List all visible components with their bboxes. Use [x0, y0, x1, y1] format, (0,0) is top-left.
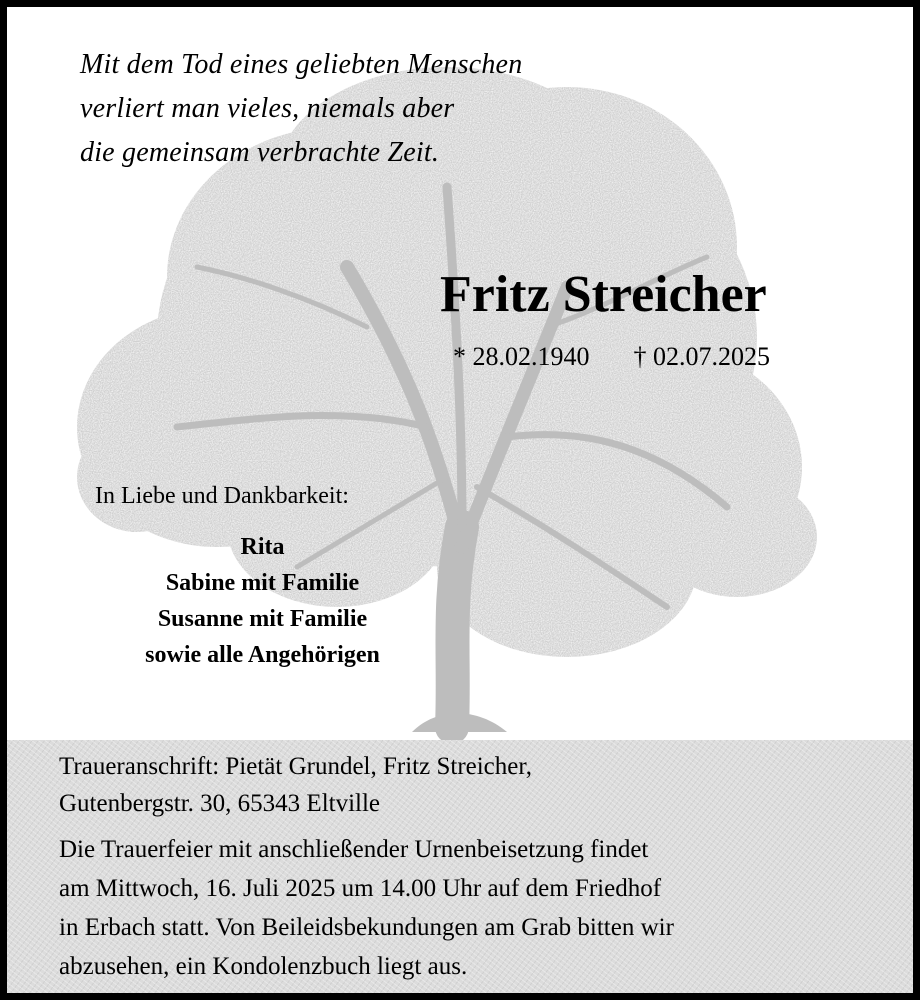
mourning-address [59, 748, 532, 822]
mourners-list [90, 529, 435, 673]
obituary-notice [7, 7, 913, 993]
mourner-name: Sabine mit Familie [165, 570, 360, 596]
motto-line: die gemeinsam verbrachte Zeit. [80, 137, 440, 168]
mourner-name: Rita [240, 534, 285, 560]
mourner-name: sowie alle Angehörigen [145, 642, 380, 668]
motto-line: Mit dem Tod eines geliebten Menschen [80, 49, 523, 80]
motto-quote [80, 43, 522, 175]
address-line: Gutenbergstr. 30, 65343 Eltville [59, 790, 381, 817]
birth-date: * 28.02.1940 [453, 342, 590, 371]
deceased-name: Fritz Streicher [440, 266, 767, 323]
motto-line: verliert man vieles, niemals aber [80, 93, 455, 124]
service-line: Die Trauerfeier mit anschließender Urnenbeisetzung findet [59, 836, 649, 863]
life-dates [453, 341, 770, 373]
address-line: Traueranschrift: Pietät Grundel, Fritz Streicher, [59, 753, 532, 780]
service-line: in Erbach statt. Von Beileidsbekundungen am Grab bitten wir [59, 914, 674, 941]
mourners-intro: In Liebe und Dankbarkeit: [95, 483, 349, 509]
mourner-name: Susanne mit Familie [157, 606, 368, 632]
service-line: abzusehen, ein Kondolenzbuch liegt aus. [59, 953, 468, 980]
funeral-service-info [59, 830, 674, 986]
service-line: am Mittwoch, 16. Juli 2025 um 14.00 Uhr auf dem Friedhof [59, 875, 662, 902]
death-date: † 02.07.2025 [633, 342, 770, 371]
